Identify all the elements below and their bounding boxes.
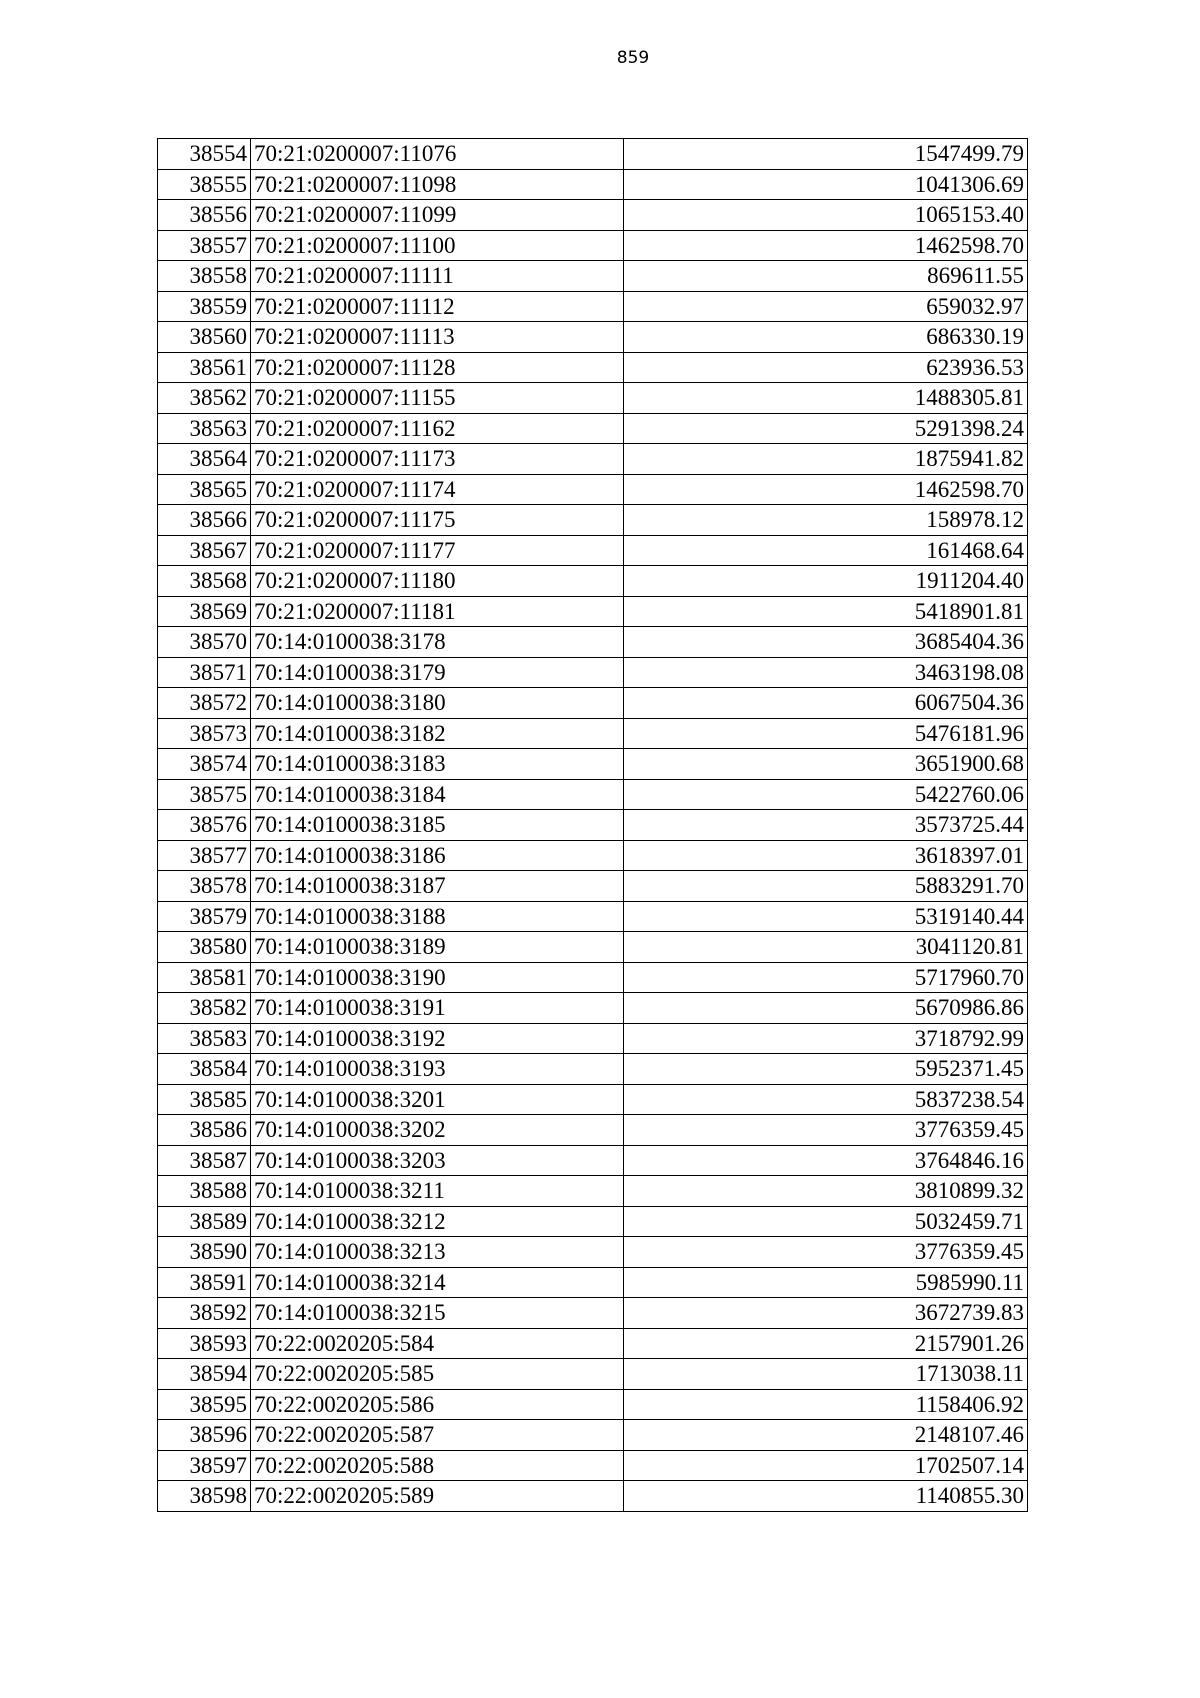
value-cell: 5476181.96 <box>624 718 1028 749</box>
cadastral-number-cell: 70:21:0200007:11177 <box>251 535 624 566</box>
value-cell: 3776359.45 <box>624 1237 1028 1268</box>
table-row <box>158 1267 1028 1298</box>
row-number-cell: 38559 <box>158 291 251 322</box>
cadastral-number-cell: 70:14:0100038:3178 <box>251 627 624 658</box>
value-cell: 161468.64 <box>624 535 1028 566</box>
cadastral-value-table <box>157 138 1028 1512</box>
cadastral-number-cell: 70:21:0200007:11175 <box>251 505 624 536</box>
value-cell: 623936.53 <box>624 352 1028 383</box>
row-number-cell: 38571 <box>158 657 251 688</box>
value-cell: 3463198.08 <box>624 657 1028 688</box>
table-row <box>158 962 1028 993</box>
value-cell: 2157901.26 <box>624 1328 1028 1359</box>
row-number-cell: 38581 <box>158 962 251 993</box>
cadastral-number-cell: 70:14:0100038:3180 <box>251 688 624 719</box>
cadastral-number-cell: 70:14:0100038:3185 <box>251 810 624 841</box>
cadastral-number-cell: 70:14:0100038:3213 <box>251 1237 624 1268</box>
value-cell: 1547499.79 <box>624 139 1028 170</box>
table-row <box>158 596 1028 627</box>
cadastral-number-cell: 70:14:0100038:3201 <box>251 1084 624 1115</box>
value-cell: 1140855.30 <box>624 1481 1028 1512</box>
value-cell: 686330.19 <box>624 322 1028 353</box>
cadastral-number-cell: 70:14:0100038:3202 <box>251 1115 624 1146</box>
table-row <box>158 444 1028 475</box>
value-cell: 5418901.81 <box>624 596 1028 627</box>
table-row <box>158 779 1028 810</box>
table-row <box>158 1298 1028 1329</box>
row-number-cell: 38554 <box>158 139 251 170</box>
cadastral-number-cell: 70:21:0200007:11173 <box>251 444 624 475</box>
cadastral-number-cell: 70:22:0020205:587 <box>251 1420 624 1451</box>
row-number-cell: 38582 <box>158 993 251 1024</box>
table-row <box>158 1328 1028 1359</box>
row-number-cell: 38588 <box>158 1176 251 1207</box>
cadastral-number-cell: 70:14:0100038:3211 <box>251 1176 624 1207</box>
row-number-cell: 38563 <box>158 413 251 444</box>
cadastral-number-cell: 70:14:0100038:3187 <box>251 871 624 902</box>
value-cell: 869611.55 <box>624 261 1028 292</box>
cadastral-number-cell: 70:22:0020205:584 <box>251 1328 624 1359</box>
row-number-cell: 38583 <box>158 1023 251 1054</box>
cadastral-number-cell: 70:21:0200007:11076 <box>251 139 624 170</box>
value-cell: 1462598.70 <box>624 474 1028 505</box>
row-number-cell: 38584 <box>158 1054 251 1085</box>
cadastral-number-cell: 70:21:0200007:11099 <box>251 200 624 231</box>
table-row <box>158 322 1028 353</box>
table-row <box>158 1054 1028 1085</box>
row-number-cell: 38598 <box>158 1481 251 1512</box>
value-cell: 5319140.44 <box>624 901 1028 932</box>
table-row <box>158 139 1028 170</box>
cadastral-number-cell: 70:21:0200007:11113 <box>251 322 624 353</box>
table-row <box>158 261 1028 292</box>
value-cell: 3041120.81 <box>624 932 1028 963</box>
cadastral-number-cell: 70:14:0100038:3184 <box>251 779 624 810</box>
table-row <box>158 1359 1028 1390</box>
value-cell: 1713038.11 <box>624 1359 1028 1390</box>
row-number-cell: 38586 <box>158 1115 251 1146</box>
table-row <box>158 627 1028 658</box>
table-body <box>158 139 1028 1512</box>
table-row <box>158 749 1028 780</box>
table-row <box>158 474 1028 505</box>
value-cell: 5670986.86 <box>624 993 1028 1024</box>
cadastral-number-cell: 70:14:0100038:3188 <box>251 901 624 932</box>
value-cell: 1158406.92 <box>624 1389 1028 1420</box>
value-cell: 5422760.06 <box>624 779 1028 810</box>
row-number-cell: 38580 <box>158 932 251 963</box>
row-number-cell: 38577 <box>158 840 251 871</box>
row-number-cell: 38558 <box>158 261 251 292</box>
row-number-cell: 38587 <box>158 1145 251 1176</box>
page-number: 859 <box>616 48 650 68</box>
cadastral-number-cell: 70:21:0200007:11162 <box>251 413 624 444</box>
value-cell: 2148107.46 <box>624 1420 1028 1451</box>
row-number-cell: 38560 <box>158 322 251 353</box>
table-row <box>158 1237 1028 1268</box>
cadastral-number-cell: 70:21:0200007:11111 <box>251 261 624 292</box>
value-cell: 1041306.69 <box>624 169 1028 200</box>
table-row <box>158 505 1028 536</box>
value-cell: 3618397.01 <box>624 840 1028 871</box>
table-row <box>158 1023 1028 1054</box>
row-number-cell: 38557 <box>158 230 251 261</box>
row-number-cell: 38575 <box>158 779 251 810</box>
cadastral-number-cell: 70:14:0100038:3186 <box>251 840 624 871</box>
table-row <box>158 1481 1028 1512</box>
row-number-cell: 38564 <box>158 444 251 475</box>
value-cell: 3776359.45 <box>624 1115 1028 1146</box>
cadastral-number-cell: 70:14:0100038:3203 <box>251 1145 624 1176</box>
row-number-cell: 38568 <box>158 566 251 597</box>
value-cell: 3573725.44 <box>624 810 1028 841</box>
row-number-cell: 38578 <box>158 871 251 902</box>
cadastral-number-cell: 70:22:0020205:585 <box>251 1359 624 1390</box>
table-row <box>158 657 1028 688</box>
row-number-cell: 38597 <box>158 1450 251 1481</box>
value-cell: 5883291.70 <box>624 871 1028 902</box>
table-row <box>158 200 1028 231</box>
row-number-cell: 38567 <box>158 535 251 566</box>
value-cell: 3685404.36 <box>624 627 1028 658</box>
table-row <box>158 810 1028 841</box>
row-number-cell: 38566 <box>158 505 251 536</box>
value-cell: 3764846.16 <box>624 1145 1028 1176</box>
cadastral-number-cell: 70:21:0200007:11112 <box>251 291 624 322</box>
value-cell: 1065153.40 <box>624 200 1028 231</box>
cadastral-number-cell: 70:21:0200007:11174 <box>251 474 624 505</box>
cadastral-number-cell: 70:14:0100038:3192 <box>251 1023 624 1054</box>
table-row <box>158 535 1028 566</box>
row-number-cell: 38576 <box>158 810 251 841</box>
cadastral-number-cell: 70:14:0100038:3190 <box>251 962 624 993</box>
cadastral-number-cell: 70:14:0100038:3214 <box>251 1267 624 1298</box>
cadastral-number-cell: 70:14:0100038:3183 <box>251 749 624 780</box>
table-row <box>158 169 1028 200</box>
row-number-cell: 38589 <box>158 1206 251 1237</box>
table-row <box>158 1176 1028 1207</box>
cadastral-number-cell: 70:22:0020205:589 <box>251 1481 624 1512</box>
table-row <box>158 1206 1028 1237</box>
value-cell: 1462598.70 <box>624 230 1028 261</box>
value-cell: 5952371.45 <box>624 1054 1028 1085</box>
row-number-cell: 38556 <box>158 200 251 231</box>
table-row <box>158 1389 1028 1420</box>
row-number-cell: 38561 <box>158 352 251 383</box>
row-number-cell: 38595 <box>158 1389 251 1420</box>
row-number-cell: 38562 <box>158 383 251 414</box>
value-cell: 1702507.14 <box>624 1450 1028 1481</box>
table-row <box>158 352 1028 383</box>
table-row <box>158 993 1028 1024</box>
table-row <box>158 413 1028 444</box>
cadastral-number-cell: 70:14:0100038:3182 <box>251 718 624 749</box>
cadastral-number-cell: 70:21:0200007:11181 <box>251 596 624 627</box>
value-cell: 3651900.68 <box>624 749 1028 780</box>
cadastral-number-cell: 70:21:0200007:11098 <box>251 169 624 200</box>
cadastral-number-cell: 70:22:0020205:588 <box>251 1450 624 1481</box>
value-cell: 5291398.24 <box>624 413 1028 444</box>
row-number-cell: 38590 <box>158 1237 251 1268</box>
value-cell: 5985990.11 <box>624 1267 1028 1298</box>
row-number-cell: 38579 <box>158 901 251 932</box>
value-cell: 3672739.83 <box>624 1298 1028 1329</box>
row-number-cell: 38572 <box>158 688 251 719</box>
table-row <box>158 1084 1028 1115</box>
table-row <box>158 688 1028 719</box>
value-cell: 5032459.71 <box>624 1206 1028 1237</box>
value-cell: 6067504.36 <box>624 688 1028 719</box>
table-row <box>158 383 1028 414</box>
table-row <box>158 1450 1028 1481</box>
value-cell: 1488305.81 <box>624 383 1028 414</box>
table-row <box>158 718 1028 749</box>
cadastral-number-cell: 70:22:0020205:586 <box>251 1389 624 1420</box>
row-number-cell: 38570 <box>158 627 251 658</box>
cadastral-number-cell: 70:21:0200007:11155 <box>251 383 624 414</box>
row-number-cell: 38591 <box>158 1267 251 1298</box>
row-number-cell: 38596 <box>158 1420 251 1451</box>
table-row <box>158 840 1028 871</box>
table-row <box>158 230 1028 261</box>
value-cell: 1875941.82 <box>624 444 1028 475</box>
table-row <box>158 901 1028 932</box>
value-cell: 5837238.54 <box>624 1084 1028 1115</box>
table-row <box>158 1115 1028 1146</box>
row-number-cell: 38585 <box>158 1084 251 1115</box>
row-number-cell: 38592 <box>158 1298 251 1329</box>
value-cell: 3718792.99 <box>624 1023 1028 1054</box>
row-number-cell: 38573 <box>158 718 251 749</box>
cadastral-number-cell: 70:14:0100038:3179 <box>251 657 624 688</box>
table-row <box>158 871 1028 902</box>
cadastral-number-cell: 70:14:0100038:3212 <box>251 1206 624 1237</box>
row-number-cell: 38555 <box>158 169 251 200</box>
value-cell: 659032.97 <box>624 291 1028 322</box>
row-number-cell: 38565 <box>158 474 251 505</box>
table-row <box>158 1145 1028 1176</box>
cadastral-number-cell: 70:21:0200007:11100 <box>251 230 624 261</box>
table-row <box>158 566 1028 597</box>
row-number-cell: 38574 <box>158 749 251 780</box>
value-cell: 158978.12 <box>624 505 1028 536</box>
value-cell: 3810899.32 <box>624 1176 1028 1207</box>
cadastral-number-cell: 70:14:0100038:3193 <box>251 1054 624 1085</box>
cadastral-number-cell: 70:21:0200007:11180 <box>251 566 624 597</box>
row-number-cell: 38569 <box>158 596 251 627</box>
table-row <box>158 932 1028 963</box>
value-cell: 1911204.40 <box>624 566 1028 597</box>
value-cell: 5717960.70 <box>624 962 1028 993</box>
row-number-cell: 38593 <box>158 1328 251 1359</box>
cadastral-number-cell: 70:14:0100038:3191 <box>251 993 624 1024</box>
table-row <box>158 291 1028 322</box>
cadastral-number-cell: 70:14:0100038:3189 <box>251 932 624 963</box>
cadastral-number-cell: 70:21:0200007:11128 <box>251 352 624 383</box>
cadastral-number-cell: 70:14:0100038:3215 <box>251 1298 624 1329</box>
table-row <box>158 1420 1028 1451</box>
row-number-cell: 38594 <box>158 1359 251 1390</box>
